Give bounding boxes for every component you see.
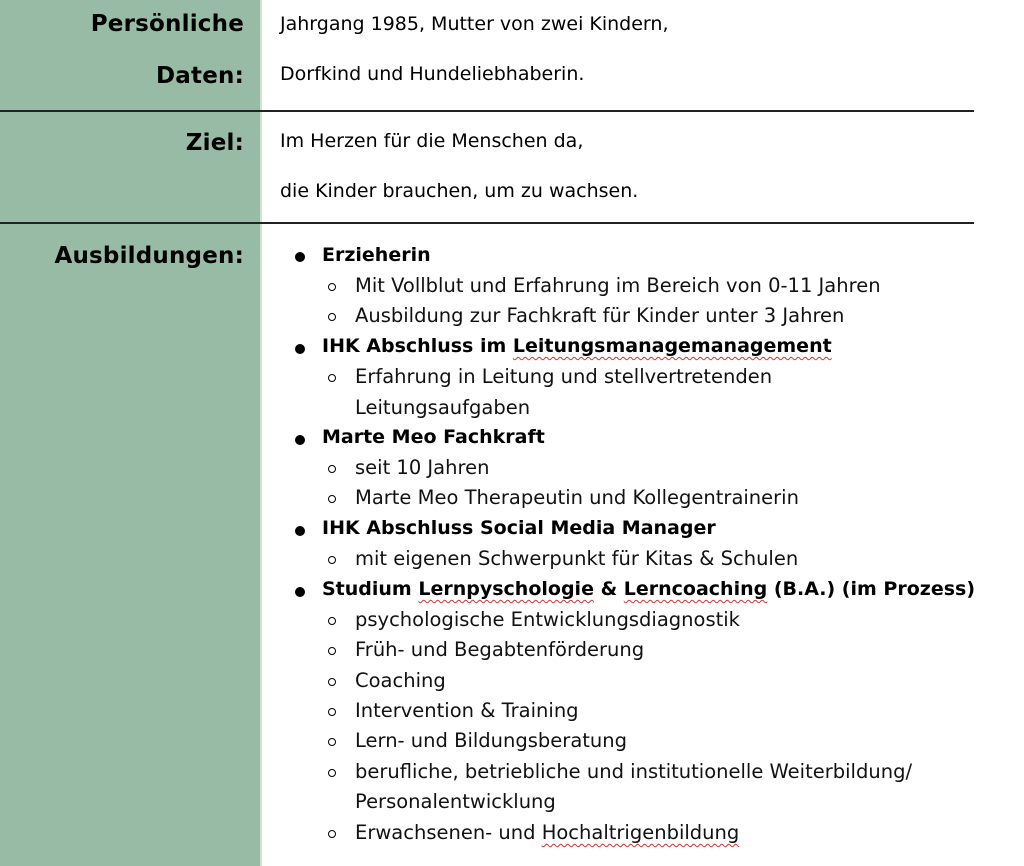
- bullet-dot: [295, 344, 305, 354]
- education-sub-item: mit eigenen Schwerpunkt für Kitas & Schulen: [355, 547, 799, 570]
- spellcheck-marked-word: Hochaltrigenbildung: [541, 821, 740, 844]
- title-text: Studium: [322, 578, 419, 600]
- title-text: (B.A.) (im Prozess): [767, 578, 976, 600]
- divider-1: [0, 110, 974, 112]
- personal-label-line2: Daten:: [156, 63, 244, 89]
- sub-bullet-circle: [328, 647, 336, 655]
- title-text: IHK Abschluss im: [322, 335, 513, 357]
- sub-bullet-circle: [328, 465, 336, 473]
- bullet-dot: [295, 252, 305, 262]
- sub-bullet-circle: [328, 617, 336, 625]
- goal-text-line1: Im Herzen für die Menschen da,: [280, 130, 584, 152]
- education-item-title: [322, 578, 975, 600]
- sub-bullet-circle: [328, 313, 336, 321]
- sub-bullet-circle: [328, 283, 336, 291]
- education-sub-item: Ausbildung zur Fachkraft für Kinder unter 3 Jahren: [355, 304, 845, 327]
- sub-bullet-circle: [328, 556, 336, 564]
- sub-bullet-circle: [328, 830, 336, 838]
- spellcheck-marked-word: Lerncoaching: [623, 578, 768, 600]
- education-item-title: Erzieherin: [322, 244, 431, 266]
- divider-2: [0, 222, 974, 224]
- personal-text-line1: Jahrgang 1985, Mutter von zwei Kindern,: [280, 13, 669, 35]
- education-sub-item: Mit Vollblut und Erfahrung im Bereich von 0-11 Jahren: [355, 274, 881, 297]
- education-sub-item-continued: Leitungsaufgaben: [355, 396, 531, 419]
- education-sub-item: Coaching: [355, 669, 446, 692]
- education-sub-item: psychologische Entwicklungsdiagnostik: [355, 608, 740, 631]
- goal-text-line2: die Kinder brauchen, um zu wachsen.: [280, 180, 639, 202]
- education-sub-item: Früh- und Begabtenförderung: [355, 638, 645, 661]
- education-sub-item: seit 10 Jahren: [355, 456, 490, 479]
- sub-bullet-circle: [328, 708, 336, 716]
- spellcheck-marked-word: Leitungsmanagemanagement: [512, 335, 832, 357]
- sub-bullet-circle: [328, 495, 336, 503]
- education-sub-item: Marte Meo Therapeutin und Kollegentrainerin: [355, 486, 799, 509]
- goal-label: Ziel:: [185, 130, 244, 156]
- sub-bullet-circle: [328, 769, 336, 777]
- personal-label-line1: Persönliche: [90, 11, 244, 37]
- sub-bullet-circle: [328, 738, 336, 746]
- bullet-dot: [295, 526, 305, 536]
- education-sub-item: Erfahrung in Leitung und stellvertretenden: [355, 365, 773, 388]
- education-sub-item: Intervention & Training: [355, 699, 579, 722]
- education-item-title: [322, 335, 832, 357]
- education-sub-item-continued: Personalentwicklung: [355, 790, 556, 813]
- sub-bullet-circle: [328, 374, 336, 382]
- spellcheck-marked-word: Lernpyschologie: [418, 578, 594, 600]
- education-sub-item: Lern- und Bildungsberatung: [355, 729, 628, 752]
- sub-bullet-circle: [328, 678, 336, 686]
- bullet-dot: [295, 587, 305, 597]
- education-label: Ausbildungen:: [54, 243, 244, 269]
- bullet-dot: [295, 435, 305, 445]
- sub-text: Erwachsenen- und: [355, 821, 542, 844]
- title-text: &: [593, 578, 624, 600]
- education-sub-item: [355, 821, 739, 844]
- education-item-title: IHK Abschluss Social Media Manager: [322, 517, 716, 539]
- education-item-title: Marte Meo Fachkraft: [322, 426, 545, 448]
- personal-text-line2: Dorfkind und Hundeliebhaberin.: [280, 63, 585, 85]
- education-sub-item: berufliche, betriebliche und institutionelle Weiterbildung/: [355, 760, 913, 783]
